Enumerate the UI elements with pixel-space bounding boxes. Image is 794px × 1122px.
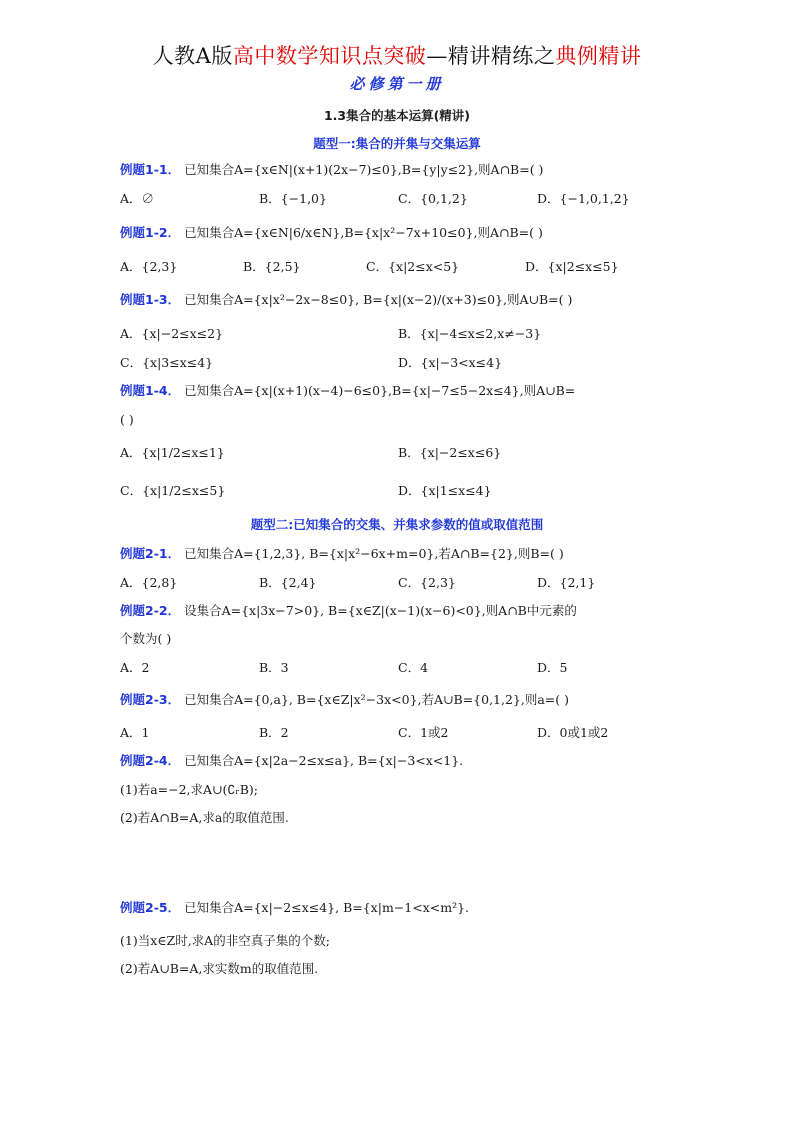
question-1-4 [120,382,575,400]
question-stem: 已知集合A={x|x²−2x−8≤0}, B={x|(x−2)/(x+3)≤0},则A∪B=( ) [184,292,573,307]
option-c: C．4 [398,660,429,675]
question-stem: 已知集合A={x|(x+1)(x−4)−6≤0},B={x|−7≤5−2x≤4},则A∪B= [184,383,576,398]
question-stem: 已知集合A={x|−2≤x≤4}, B={x|m−1<x<m²}. [184,900,470,915]
option-d: D．5 [537,660,568,675]
option-d: D．{x|2≤x≤5} [525,259,619,274]
title-part-publisher: 人教A版 [152,44,233,68]
option-a: A．{x|1/2≤x≤1} [120,445,225,460]
option-d: D．{2,1} [537,575,596,590]
option-a: A．{x|−2≤x≤2} [120,326,224,341]
question-2-3 [120,691,569,709]
question-stem: 已知集合A={x∈N|6/x∈N},B={x|x²−7x+10≤0},则A∩B=( ) [184,225,543,240]
title-part-series: —精讲精练之 [426,44,556,68]
question-stem-continued: 个数为( ) [120,631,172,646]
question-part-1: (1)若a=−2,求A∪(∁ᵣB); [120,782,258,797]
question-part-2: (2)若A∪B=A,求实数m的取值范围. [120,961,319,976]
page-subtitle: 必修第一册 [349,75,445,93]
option-b: B．{−1,0} [259,191,327,206]
question-stem: 已知集合A={x∈N|(x+1)(2x−7)≤0},B={y|y≤2},则A∩B=( ) [184,162,544,177]
option-b: B．{2,4} [259,575,317,590]
page-title [0,42,794,70]
option-c: C．{x|1/2≤x≤5} [120,483,226,498]
question-1-1 [120,161,543,179]
option-c: C．{x|3≤x≤4} [120,355,214,370]
question-label: 例题1-2． [120,225,181,240]
option-c: C．{0,1,2} [398,191,468,206]
option-d: D．{x|−3<x≤4} [398,355,503,370]
type2-heading: 题型二:已知集合的交集、并集求参数的值或取值范围 [250,517,544,532]
question-label: 例题1-1． [120,162,181,177]
option-c: C．1或2 [398,725,449,740]
question-2-4 [120,752,463,770]
section-title: 1.3集合的基本运算(精讲) [323,108,471,123]
type1-heading: 题型一:集合的并集与交集运算 [313,136,481,151]
option-d: D．{x|1≤x≤4} [398,483,492,498]
question-part-1: (1)当x∈Z时,求A的非空真子集的个数; [120,933,330,948]
question-label: 例题1-3． [120,292,181,307]
option-d: D．{−1,0,1,2} [537,191,630,206]
question-1-3 [120,291,572,309]
option-c: C．{x|2≤x<5} [366,259,460,274]
question-2-2 [120,602,577,620]
question-stem-continued: ( ) [120,412,134,427]
option-d: D．0或1或2 [537,725,609,740]
question-stem: 已知集合A={x|2a−2≤x≤a}, B={x|−3<x<1}. [184,753,464,768]
option-c: C．{2,3} [398,575,456,590]
question-label: 例题2-4． [120,753,181,768]
option-b: B．{x|−4≤x≤2,x≠−3} [398,326,542,341]
question-1-2 [120,224,543,242]
question-2-1 [120,545,564,563]
question-label: 例题1-4． [120,383,181,398]
option-a: A．∅ [120,191,155,206]
question-stem: 设集合A={x|3x−7>0}, B={x∈Z|(x−1)(x−6)<0},则A∩B中元素的 [184,603,577,618]
question-label: 例题2-5． [120,900,181,915]
option-a: A．{2,3} [120,259,178,274]
question-label: 例题2-3． [120,692,181,707]
question-part-2: (2)若A∩B=A,求a的取值范围. [120,810,289,825]
question-stem: 已知集合A={0,a}, B={x∈Z|x²−3x<0},若A∪B={0,1,2},则a=( ) [184,692,570,707]
title-part-topic: 高中数学知识点突破 [232,44,427,68]
option-b: B．{2,5} [243,259,301,274]
question-2-5 [120,899,469,917]
option-a: A．{2,8} [120,575,178,590]
option-a: A．1 [120,725,150,740]
option-b: B．3 [259,660,289,675]
question-stem: 已知集合A={1,2,3}, B={x|x²−6x+m=0},若A∩B={2},则B=( ) [184,546,564,561]
option-a: A．2 [120,660,150,675]
question-label: 例题2-1． [120,546,181,561]
option-b: B．{x|−2≤x≤6} [398,445,502,460]
question-label: 例题2-2． [120,603,181,618]
title-part-kind: 典例精讲 [555,44,642,68]
option-b: B．2 [259,725,289,740]
